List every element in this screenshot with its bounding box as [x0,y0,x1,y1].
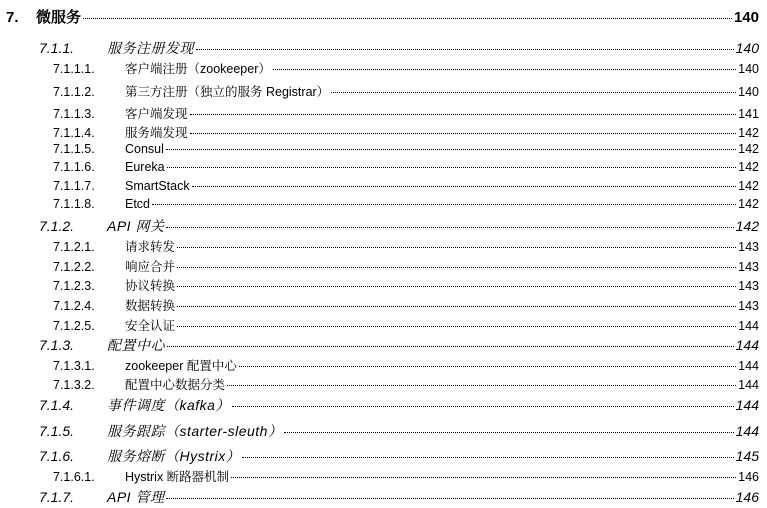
page-number: 141 [738,107,759,121]
toc-entry[interactable] [39,395,759,415]
section-title: 协议转换 [125,279,176,293]
toc-entry[interactable] [39,38,759,58]
toc-entry[interactable] [53,296,759,314]
toc-entry[interactable] [6,6,759,27]
section-title: API 管理 [107,489,165,505]
dot-leader [196,49,734,50]
page-number: 144 [738,319,759,333]
section-title: 事件调度（kafka） [107,397,230,413]
section-title: 服务熔断（Hystrix） [107,448,241,464]
dot-leader [273,69,736,70]
section-number: 7.1.2.1. [53,240,95,254]
toc-entry[interactable] [53,237,759,255]
toc-entry[interactable] [53,375,759,393]
page-number: 140 [738,62,759,76]
page-number: 144 [735,423,759,439]
toc-entry[interactable] [39,216,759,236]
section-title: zookeeper 配置中心 [125,359,237,373]
section-title: 请求转发 [125,240,176,254]
section-title: API 网关 [107,218,165,234]
section-number: 7. [6,9,19,26]
dot-leader [227,385,736,386]
page-number: 143 [738,299,759,313]
section-title: 安全认证 [125,319,176,333]
page-number: 142 [738,126,759,140]
toc-entry[interactable] [53,59,759,77]
page-number: 140 [733,9,759,26]
section-number: 7.1.1. [39,40,75,56]
dot-leader [83,18,732,19]
dot-leader [167,167,737,168]
dot-leader [177,326,736,327]
toc-entry[interactable] [53,123,759,141]
toc-entry[interactable] [53,179,759,193]
dot-leader [167,346,734,347]
section-title: Hystrix 断路器机制 [125,470,230,484]
section-title: 数据转换 [125,299,176,313]
toc-entry[interactable] [53,142,759,156]
dot-leader [231,477,736,478]
page-number: 143 [738,260,759,274]
section-number: 7.1.1.3. [53,107,95,121]
page-number: 142 [738,160,759,174]
section-number: 7.1.3. [39,337,75,353]
page-number: 146 [735,489,759,505]
section-number: 7.1.2.3. [53,279,95,293]
dot-leader [232,406,734,407]
dot-leader [284,432,733,433]
toc-entry[interactable] [53,257,759,275]
section-number: 7.1.3.1. [53,359,95,373]
dot-leader [239,366,736,367]
toc-entry[interactable] [53,356,759,374]
dot-leader [152,204,736,205]
section-number: 7.1.1.7. [53,179,95,193]
section-title: 服务端发现 [125,126,188,140]
page-number: 142 [738,197,759,211]
page-number: 145 [735,448,759,464]
section-number: 7.1.1.1. [53,62,95,76]
toc-entry[interactable] [53,104,759,122]
section-title: 配置中心数据分类 [125,378,226,392]
dot-leader [166,149,736,150]
page-number: 143 [738,240,759,254]
dot-leader [331,92,736,93]
toc-entry[interactable] [53,197,759,211]
page-number: 144 [738,359,759,373]
section-title: 服务注册发现 [107,40,194,56]
section-number: 7.1.2.5. [53,319,95,333]
section-number: 7.1.6.1. [53,470,95,484]
toc-entry[interactable] [53,276,759,294]
section-title: 客户端发现 [125,107,188,121]
page-number: 146 [738,470,759,484]
section-title: Eureka [125,160,165,174]
section-number: 7.1.1.2. [53,85,95,99]
toc-entry[interactable] [39,335,759,355]
toc-entry[interactable] [53,316,759,334]
page-number: 142 [735,218,759,234]
section-number: 7.1.3.2. [53,378,95,392]
section-number: 7.1.1.5. [53,142,95,156]
section-title: 响应合并 [125,260,176,274]
section-title: 配置中心 [107,337,165,353]
section-number: 7.1.1.6. [53,160,95,174]
dot-leader [190,114,737,115]
section-title: 服务跟踪（starter-sleuth） [107,423,283,439]
section-number: 7.1.2.4. [53,299,95,313]
section-title: Consul [125,142,164,156]
page-number: 144 [735,397,759,413]
section-title: SmartStack [125,179,190,193]
dot-leader [177,306,736,307]
section-number: 7.1.6. [39,448,75,464]
dot-leader [166,498,733,499]
page-number: 143 [738,279,759,293]
section-title: 客户端注册（zookeeper） [125,62,271,76]
toc-entry[interactable] [39,446,759,466]
section-number: 7.1.5. [39,423,75,439]
dot-leader [192,186,737,187]
section-number: 7.1.2.2. [53,260,95,274]
page-number: 140 [738,85,759,99]
section-number: 7.1.1.4. [53,126,95,140]
page-number: 142 [738,142,759,156]
page-number: 144 [735,337,759,353]
dot-leader [190,133,737,134]
page-number: 144 [738,378,759,392]
section-number: 7.1.7. [39,489,75,505]
section-number: 7.1.2. [39,218,75,234]
toc-entry[interactable] [53,160,759,174]
section-number: 7.1.1.8. [53,197,95,211]
toc-entry[interactable] [53,82,759,100]
page-number: 142 [738,179,759,193]
dot-leader [242,457,733,458]
dot-leader [166,227,733,228]
toc-entry[interactable] [39,487,759,507]
dot-leader [177,247,736,248]
toc-entry[interactable] [39,421,759,441]
dot-leader [177,267,736,268]
section-title: Etcd [125,197,151,211]
section-title: 微服务 [36,9,82,26]
section-number: 7.1.4. [39,397,75,413]
dot-leader [177,286,736,287]
toc-entry[interactable] [53,467,759,485]
page-number: 140 [735,40,759,56]
section-title: 第三方注册（独立的服务 Registrar） [125,85,330,99]
